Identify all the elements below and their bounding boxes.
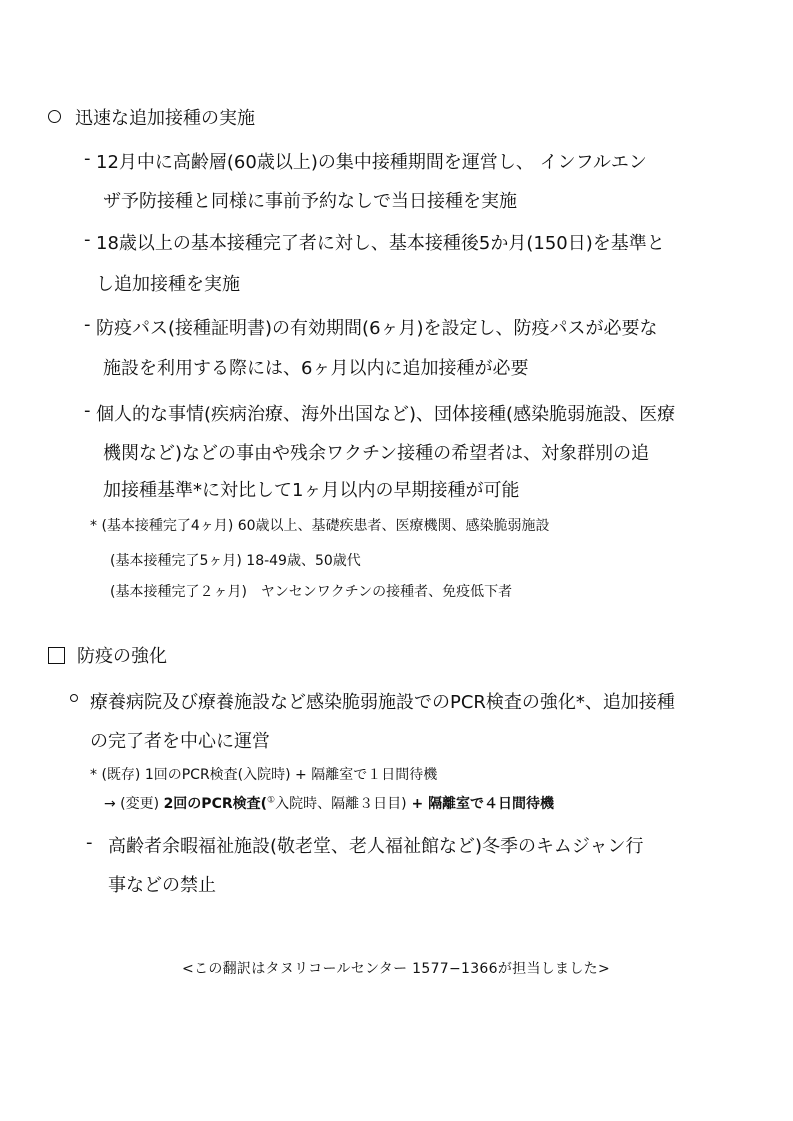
pcr-note-changed xyxy=(104,793,554,813)
pcr-note-changed-bold-1: 2回のPCR検査( xyxy=(163,796,268,812)
pcr-note-changed-prefix: → (変更) xyxy=(104,796,164,812)
section-2-heading-text: 防疫の強化 xyxy=(77,646,167,667)
note-line-3: (基本接種完了２ヶ月) ヤンセンワクチンの接種者、免疫低下者 xyxy=(110,584,513,600)
section-1-heading-text: 迅速な追加接種の実施 xyxy=(75,108,255,129)
item-1-line-1 xyxy=(70,688,675,714)
bullet-1-marker: - xyxy=(84,148,91,169)
item-2-line-1: 高齢者余暇福祉施設(敬老堂、老人福祉館など)冬季のキムジャン行 xyxy=(108,836,644,857)
pcr-note-changed-middle: 入院時、隔離３日目) xyxy=(275,796,407,812)
bullet-2-line-1: 18歳以上の基本接種完了者に対し、基本接種後5か月(150日)を基準と xyxy=(96,233,665,254)
bullet-1-line-1: 12月中に高齢層(60歳以上)の集中接種期間を運営し、 インフルエン xyxy=(96,152,647,173)
item-1-line-2: の完了者を中心に運営 xyxy=(90,731,270,752)
bullet-4-line-3: 加接種基準*に対比して1ヶ月以内の早期接種が可能 xyxy=(103,480,520,501)
circle-bullet-icon xyxy=(48,110,61,123)
item-2-marker: - xyxy=(86,832,93,853)
square-bullet-icon xyxy=(48,647,65,664)
item-2-line-2: 事などの禁止 xyxy=(108,875,216,896)
bullet-4-line-2: 機関など)などの事由や残余ワクチン接種の希望者は、対象群別の追 xyxy=(103,443,650,464)
bullet-2-marker: - xyxy=(84,229,91,250)
translation-footer: <この翻訳はタヌリコールセンター 1577−1366が担当しました> xyxy=(182,961,610,977)
bullet-3-line-1: 防疫パス(接種証明書)の有効期間(6ヶ月)を設定し、防疫パスが必要な xyxy=(96,318,658,339)
pcr-note-changed-bold-2: 隔離室で４日間待機 xyxy=(428,796,555,812)
note-line-2: (基本接種完了5ヶ月) 18-49歳、50歳代 xyxy=(110,553,361,569)
pcr-note-changed-sup: ① xyxy=(267,795,276,806)
item-1-line-1-text: 療養病院及び療養施設など感染脆弱施設でのPCR検査の強化*、追加接種 xyxy=(90,692,675,713)
section-1-heading xyxy=(48,104,255,130)
small-circle-bullet-icon xyxy=(70,694,78,702)
bullet-2-line-2: し追加接種を実施 xyxy=(96,274,240,295)
pcr-note-changed-plus: + xyxy=(406,796,429,812)
bullet-4-marker: - xyxy=(84,400,91,421)
bullet-3-marker: - xyxy=(84,314,91,335)
note-line-1: * (基本接種完了4ヶ月) 60歳以上、基礎疾患者、医療機関、感染脆弱施設 xyxy=(90,518,550,534)
pcr-note-existing: * (既存) 1回のPCR検査(入院時) + 隔離室で１日間待機 xyxy=(90,767,438,783)
bullet-3-line-2: 施設を利用する際には、6ヶ月以内に追加接種が必要 xyxy=(103,358,529,379)
bullet-1-line-2: ザ予防接種と同様に事前予約なしで当日接種を実施 xyxy=(103,191,517,212)
section-2-heading xyxy=(48,642,167,668)
bullet-4-line-1: 個人的な事情(疾病治療、海外出国など)、団体接種(感染脆弱施設、医療 xyxy=(96,404,676,425)
